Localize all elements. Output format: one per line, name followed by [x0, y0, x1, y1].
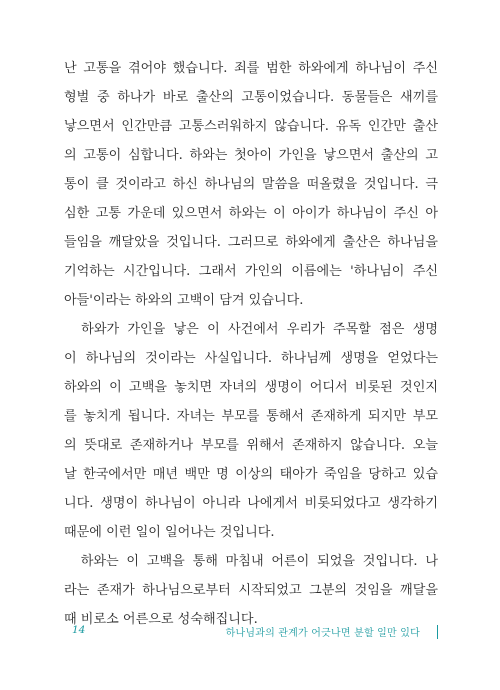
- footer-rule-divider: [437, 625, 439, 639]
- body-text: [64, 54, 438, 634]
- text-line: 하와의 이 고백을 놓치면 자녀의 생명이 어디서 비롯된 것인지: [64, 380, 438, 395]
- text-line: 라는 존재가 하나님으로부터 시작되었고 그분의 것임을 깨달을: [64, 583, 438, 598]
- paragraph-1: [64, 54, 438, 315]
- page-footer: [72, 624, 438, 642]
- text-line: 난 고통을 겪어야 했습니다. 죄를 범한 하와에게 하나님이 주신: [64, 61, 438, 76]
- text-line: 의 뜻대로 존재하거나 부모를 위해서 존재하지 않습니다. 오늘: [64, 438, 438, 453]
- text-line: 아들'이라는 하와의 고백이 담겨 있습니다.: [64, 293, 304, 308]
- paragraph-3: [64, 547, 438, 634]
- paragraph-2: [64, 315, 438, 547]
- text-line: 통이 클 것이라고 하신 하나님의 말씀을 떠올렸을 것입니다. 극: [64, 177, 438, 192]
- text-line: 때 비로소 어른으로 성숙해집니다.: [64, 612, 258, 627]
- text-line: 를 놓치게 됩니다. 자녀는 부모를 통해서 존재하게 되지만 부모: [64, 409, 438, 424]
- text-line: 날 한국에서만 매년 백만 명 이상의 태아가 죽임을 당하고 있습: [64, 467, 438, 482]
- running-title: 하나님과의 관계가 어긋나면 분할 일만 있다: [225, 628, 420, 639]
- text-line: 심한 고통 가운데 있으면서 하와는 이 아이가 하나님이 주신 아: [64, 206, 438, 221]
- text-line: 하와는 이 고백을 통해 마침내 어른이 되었을 것입니다. 나: [64, 554, 438, 569]
- text-line: 낳으면서 인간만큼 고통스러워하지 않습니다. 유독 인간만 출산: [64, 119, 438, 134]
- text-line: 들임을 깨달았을 것입니다. 그러므로 하와에게 출산은 하나님을: [64, 235, 438, 250]
- text-line: 의 고통이 심합니다. 하와는 첫아이 가인을 낳으면서 출산의 고: [64, 148, 438, 163]
- text-line: 니다. 생명이 하나님이 아니라 나에게서 비롯되었다고 생각하기: [64, 496, 438, 511]
- text-line: 이 하나님의 것이라는 사실입니다. 하나님께 생명을 얻었다는: [64, 351, 438, 366]
- text-line: 기억하는 시간입니다. 그래서 가인의 이름에는 '하나님이 주신: [64, 264, 438, 279]
- text-line: 하와가 가인을 낳은 이 사건에서 우리가 주목할 점은 생명: [64, 322, 438, 337]
- text-line: 형벌 중 하나가 바로 출산의 고통이었습니다. 동물들은 새끼를: [64, 90, 438, 105]
- page-number: 14: [72, 624, 86, 636]
- text-line: 때문에 이런 일이 일어나는 것입니다.: [64, 525, 275, 540]
